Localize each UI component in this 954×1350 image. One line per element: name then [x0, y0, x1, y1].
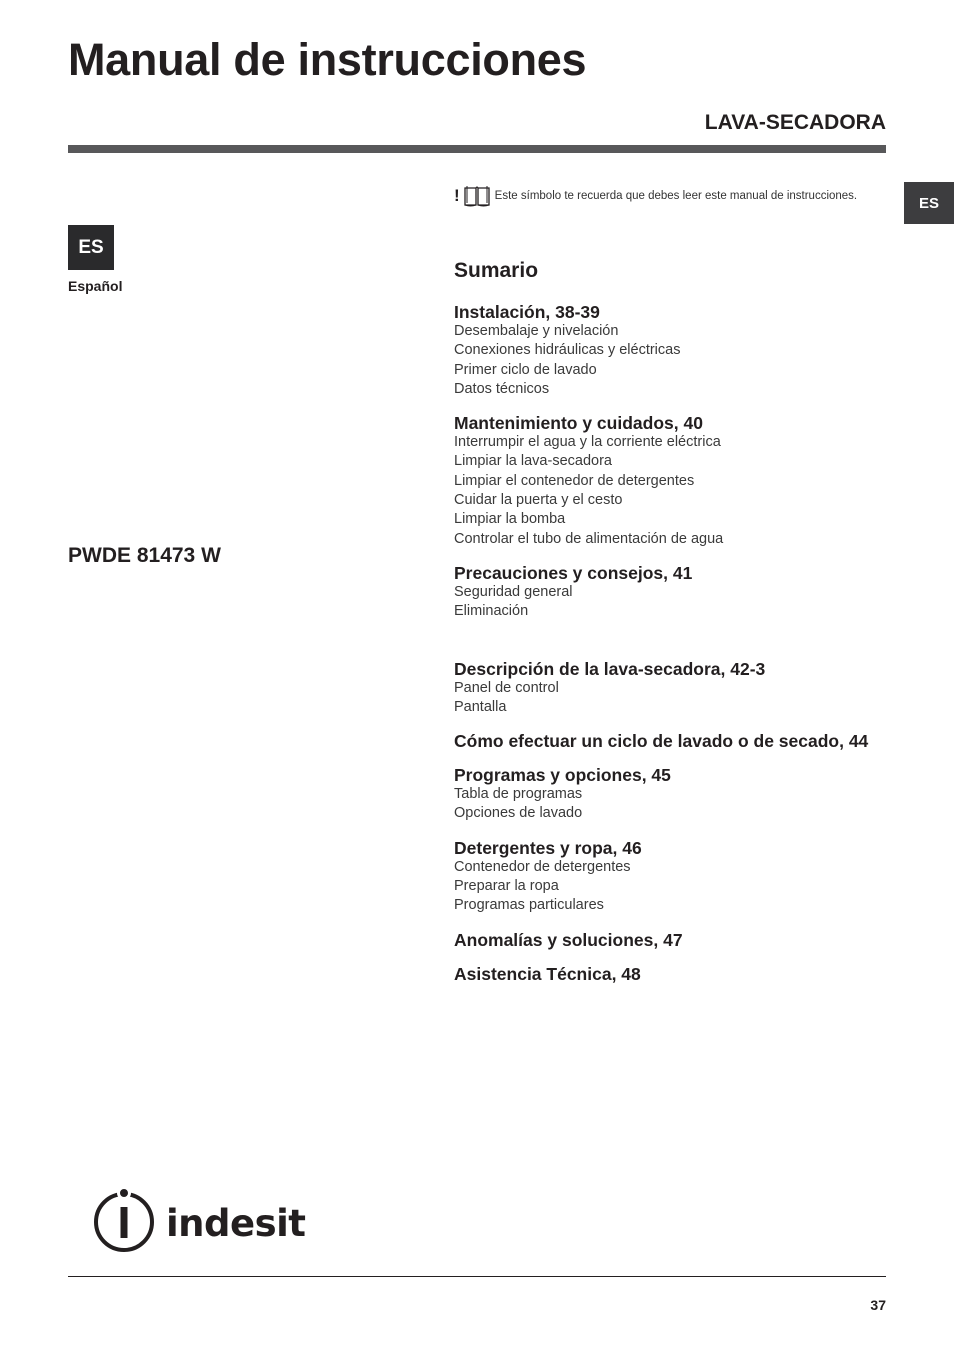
toc-item: Pantalla: [454, 698, 507, 715]
toc-item: Controlar el tubo de alimentación de agua: [454, 530, 724, 547]
toc-item: Panel de control: [454, 679, 559, 696]
toc-section-detergents: [454, 838, 894, 916]
language-code-badge: ES: [68, 225, 114, 270]
toc-section-how-to-wash: [454, 731, 894, 751]
logo-wordmark: indesit: [166, 1202, 306, 1245]
toc-item: Interrumpir el agua y la corriente eléctrica: [454, 434, 721, 451]
footer-divider: [68, 1276, 886, 1277]
toc-heading: Sumario: [454, 259, 539, 282]
toc-item: Cuidar la puerta y el cesto: [454, 492, 623, 509]
toc-item: Limpiar la bomba: [454, 511, 566, 528]
toc-section-title: Descripción de la lava-secadora, 42-3: [454, 658, 766, 679]
toc-item: Datos técnicos: [454, 380, 550, 397]
toc-section-title: Detergentes y ropa, 46: [454, 837, 642, 858]
indesit-logo: [92, 1186, 332, 1254]
toc-item: Tabla de programas: [454, 786, 583, 803]
book-icon: [463, 185, 491, 207]
page-number: 37: [870, 1297, 886, 1313]
read-manual-notice: [454, 183, 894, 209]
toc-item: Opciones de lavado: [454, 805, 583, 822]
toc-section-title: Mantenimiento y cuidados, 40: [454, 413, 703, 434]
language-side-tab: ES: [904, 182, 954, 224]
language-name: Español: [68, 278, 123, 294]
toc-section-title: Anomalías y soluciones, 47: [454, 929, 683, 950]
toc-section-programs: [454, 765, 894, 824]
document-title: Manual de instrucciones: [68, 34, 587, 85]
table-of-contents: [454, 257, 894, 998]
toc-item: Seguridad general: [454, 583, 573, 600]
product-type: LAVA-SECADORA: [704, 111, 886, 134]
toc-section-title: Programas y opciones, 45: [454, 765, 671, 786]
toc-item: Programas particulares: [454, 897, 604, 914]
model-number: PWDE 81473 W: [68, 544, 221, 567]
toc-item: Contenedor de detergentes: [454, 858, 631, 875]
toc-item: Desembalaje y nivelación: [454, 323, 619, 339]
exclamation-mark: !: [454, 186, 460, 205]
toc-section-description: [454, 659, 894, 718]
toc-item: Preparar la ropa: [454, 878, 559, 895]
toc-item: Primer ciclo de lavado: [454, 361, 597, 378]
toc-item: Limpiar la lava-secadora: [454, 453, 612, 470]
toc-item: Conexiones hidráulicas y eléctricas: [454, 342, 681, 359]
toc-section-service: [454, 964, 894, 984]
notice-text: Este símbolo te recuerda que debes leer este manual de instrucciones.: [494, 190, 858, 202]
toc-section-title: Precauciones y consejos, 41: [454, 562, 693, 583]
toc-section-precautions: [454, 563, 894, 622]
toc-item: Eliminación: [454, 603, 529, 620]
toc-section-installation: [454, 302, 894, 399]
toc-section-maintenance: [454, 413, 894, 549]
toc-section-troubleshooting: [454, 930, 894, 950]
header-divider: [68, 145, 886, 153]
toc-section-title: Cómo efectuar un ciclo de lavado o de secado, 44: [454, 731, 869, 752]
toc-section-title: Asistencia Técnica, 48: [454, 963, 641, 984]
toc-item: Limpiar el contenedor de detergentes: [454, 472, 695, 489]
toc-section-title: Instalación, 38-39: [454, 302, 600, 322]
